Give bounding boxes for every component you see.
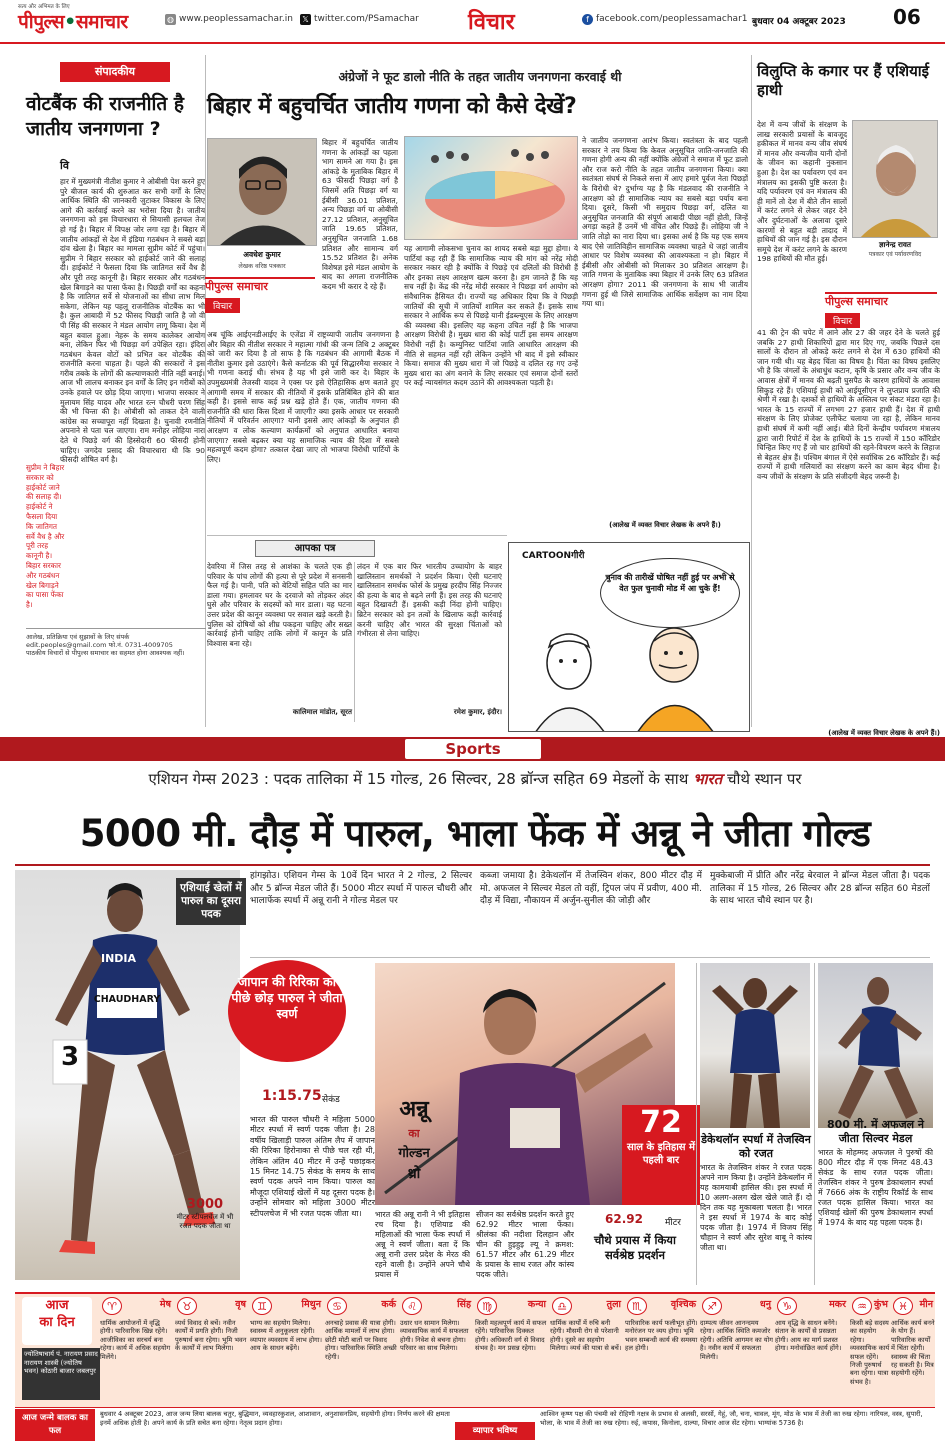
author-role: लेखक वरिष्ठ पत्रकार — [238, 262, 286, 270]
brand-tag: विचार — [205, 298, 240, 313]
logo-text-1: पीपुल्स — [18, 11, 65, 33]
column-rule — [814, 963, 815, 1285]
rashi-text: दाम्पत्य जीवन आनन्दमय रहेगा। आर्थिक स्थिति कमजोर रहेगी। अतिथि आगमन का योग है। नवीन कार्य में सफलता मिलेगी। — [700, 1319, 773, 1361]
annu-72-years-badge — [622, 1105, 700, 1205]
author-photo — [207, 138, 317, 246]
rashi-text: धार्मिक आयोजनों में वृद्धि होगी। पारिवारिक खिन्न रहेंगे। आजीविका का सरचर्य बना रहेगा। कार्य में अधिक सहयोग मिलेंगे। — [100, 1319, 171, 1361]
letter-2: लंदन में एक बार फिर भारतीय उच्चायोग के बाहर खालिस्तान समर्थकों ने प्रदर्शन किया। ऐसी घटनाएं खालिस्तान समर्थक फोर्स के प्रमुख हरदीप सिंह निज्जर की हत्या के बाद से बढ़ने लगी हैं। इस तरह की घटनाएं बहुत दिखावटी हैं। इसकी कड़ी निंदा होनी चाहिए। ब्रिटेन सरकार को इन तत्वों के खिलाफ कड़ी कार्रवाई करनी चाहिए और भारत की सुरक्षा चिंताओं को गंभीरता से लेना चाहिए। — [357, 562, 502, 639]
decathlon-photo — [700, 963, 810, 1128]
article-disclaimer: (आलेख में व्यक्त विचार लेखक के अपने हैं।) — [609, 521, 721, 529]
parul-time: 1:15.75 — [262, 1088, 322, 1104]
brand-logo: पीपुल्स समाचार — [205, 280, 268, 293]
aaj-title-1: आज — [45, 1298, 69, 1313]
decathlon-headline[interactable]: डेकेथलॉन स्पर्धा में तेजस्विन को रजत — [701, 1133, 811, 1160]
rashi-vrish[interactable] — [175, 1297, 248, 1405]
letter-2-signature: रमेश कुमार, इंदौर। — [453, 708, 502, 716]
annu-name-callout: अन्नू — [399, 1097, 429, 1122]
footer-contact-email[interactable]: edit.peoples@gmail.com फो.नं. 0731-4009705 — [26, 641, 173, 650]
elephant-column-lower: 41 की ट्रेन की चपेट में आने और 27 की जहर देने के चलते हुई जबकि 27 हाथी शिकारियों द्वारा मार दिए गए, जबकि पिछले दस सालों के दौरान तो ओकड़े करंट लगने से देश में 630 हाथियों की जान गयी थी। यह बेहद चिंता का विषय है। चिंता का विषय इसलिए भी है कि जंगलों के अंधाधुंध कटान, कृषि के प्रसार और वन्य जीव के आवास क्षेत्रों में मानव की बढ़ती घुसपैठ के कारण हाथियों के आवास सिकुड़ रहे हैं। एशियाई हाथी को आईयूसीएन ने लुप्तप्राय प्रजाति की श्रेणी में रखा है। दशकों से हाथियों के अस्तित्व पर संकट मंडरा रहा है। भारत के 15 राज्यों में लगभग 27 हजार हाथी हैं। देश में हाथी संरक्षण के लिए प्रोजेक्ट एलीफेंट चलाया जा रहा है, लेकिन मानव हाथी संघर्ष में कमी नहीं आई। बीते दिनों केन्द्रीय पर्यावरण मंत्रालय द्वारा जारी रिपोर्ट में देश के हाथियों के 15 राज्यों में 150 कॉरिडोर चिन्हित किए गए हैं जो चार हाथियों की रहने-विचरण करने के लिहाज से बेहतर क्षेत्र हैं। पश्चिम बंगाल में ऐसे सर्वाधिक 26 कॉरिडोर हैं। कई राज्यों में हाथी गलियारों का संरक्षण करने का काम बेहद धीमा है। वन्य जीवों के संरक्षण के प्रति संजीदगी बेहद जरूरी है। — [757, 328, 940, 481]
annu-callout-golden: गोल्डन — [398, 1146, 430, 1161]
columnist-portrait-icon — [853, 121, 938, 238]
rashi-name: वृष — [235, 1299, 246, 1310]
rashi-kark[interactable] — [325, 1297, 398, 1405]
vrishchik-icon: ♏ — [627, 1297, 647, 1315]
bib-country: INDIA — [101, 952, 137, 965]
singh-icon: ♌ — [402, 1297, 422, 1315]
article-column-1: बिहार में बहुचर्चित जातीय गणना के आंकड़ों का पहला भाग सामने आ गया है। इस आंकड़े के मुताबिक बिहार में 63 फीसदी पिछड़ा वर्ग है जिसमें अति पिछड़ा वर्ग या ईबीसी 36.01 प्रतिशत, अन्य पिछड़ा वर्ग या ओबीसी 27.12 प्रतिशत, अनुसूचित जाति 19.65 प्रतिशत, अनुसूचित जनजाति 1.68 प्रतिशत और सामान्य वर्ग 15.52 प्रतिशत है। अनेक विशेषज्ञ इसे मंडल आयोग के बाद का अगला राजनीतिक कदम भी करार दे रहे हैं। — [322, 138, 398, 291]
rashi-text: आय वृद्धि के साधन बनेंगे। संतान के कार्यों से प्रसन्नता होगी। आय का मार्ग प्रशस्त होगा। मनोवांछित कार्य होंगे। — [775, 1319, 842, 1353]
editorial-tag: संपादकीय — [60, 62, 170, 82]
rashi-name: मिथुन — [301, 1299, 321, 1310]
afzal-headline[interactable]: 800 मी. में अफजल ने जीता सिल्वर मेडल — [826, 1118, 925, 1145]
annu-best-attempt: चौथे प्रयास में किया सर्वश्रेष्ठ प्रदर्शन — [594, 1233, 676, 1262]
kumbh-icon: ♒ — [852, 1297, 872, 1315]
lead-column-3: मुक्केबाजी में प्रीति और नरेंद्र बेरवाल ने ब्रॉन्ज मेडल जीता है। पदक तालिका में 15 गोल्ड, 26 सिल्वर और 28 ब्रॉन्ज सहित 60 मेडलों के साथ भारत चौथे स्थान पर है। — [710, 871, 930, 906]
annu-story-2: सीजन का सर्वश्रेष्ठ प्रदर्शन करते हुए 62.92 मीटर भाला फेंका। श्रीलंका की नदीशा दिलहान और चीन की हुइहुइ ल्यू ने क्रमश: 61.57 मीटर और 61.29 मीटर के प्रयास के साथ रजत और कांस्य पदक जीते। — [476, 1210, 574, 1279]
bib-name: CHAUDHARY — [93, 994, 161, 1005]
main-article-headline[interactable]: बिहार में बहुचर्चित जातीय गणना को कैसे देखें? — [207, 94, 577, 119]
mesh-icon: ♈ — [102, 1297, 122, 1315]
masthead — [0, 0, 945, 44]
rashi-name: मेष — [159, 1299, 171, 1310]
article-column-1-lower: अब चूंकि आईएनडीआईए के एजेंडा में राष्ट्रव्यापी जातीय जनगणना है और बिहार की नीतीश सरकार ने महात्मा गांधी की जन्म तिथि 2 अक्टूबर को जारी कर दिया है तो साफ है कि गठबंधन की आगामी बैठक में नीतीश कुमार इसे उठाएंगे। कैसे कर्नाटक की पूर्व सिद्धारमैया सरकार ने भी गणना कराई थी। संभव है यह भी इसे जारी कर दे। बिहार के उपमुख्यमंत्री तेजस्वी यादव ने एक्स पर इसे ऐतिहासिक क्षण बताते हुए आगामी समय में सरकार की नीतियों में इसके प्रतिबिंबित होने की बात कही है। इससे साफ कई प्रश्न खड़े होते हैं। एक, जातीय गणना की राजनीति की धारा किस दिशा में जाएगी? क्या इसके आधार पर सरकारी नीतियों में परिवर्तन आएगा? यानी इससे आए आंकड़ों के अनुपात ही आरक्षण व लोक कल्याण कार्यक्रमों को अनुपात आधारित बनाया जाएगा? सबसे बढ़कर क्या यह सामाजिक न्याय की दिशा में सबसे महत्वपूर्ण कदम होगा? तत्काल देखा जाए तो भाजपा विरोधी पार्टियों के लिए। — [207, 330, 399, 464]
columnist-photo — [852, 120, 938, 238]
letter-1-signature: कालिमाल मांडोत, सूरत — [292, 708, 352, 716]
brand-logo-2: पीपुल्स समाचार — [825, 295, 888, 308]
years-label: साल के इतिहास में पहली बार — [626, 1142, 696, 1166]
rashi-text: आर्थिक कार्य बनने के योग हैं। पारिवारिक कार्यों में चिंता रहेगी। स्वास्थ्य की चिंता रह सकती है। मित्र सहयोगी रहेंगे। — [891, 1319, 935, 1378]
rashi-mesh[interactable] — [100, 1297, 173, 1405]
afzal-story: भारत के मोहम्मद अफजल ने पुरुषों की 800 मीटर दौड़ में एक मिनट 48.43 सेकंड के साथ रजत पदक जीता। तेजस्विन शंकर ने पुरुष डेकाथलान स्पर्धा में 7666 अंक के राष्ट्रीय रिकॉर्ड के साथ रजत पदक हासिल किया। भारत का एशियाई खेलों की पुरुष डेकाथलान स्पर्धा में 1974 के बाद यह पहला पदक है। — [818, 1148, 933, 1227]
sprinter-illustration-icon — [818, 963, 933, 1128]
rashi-name: मीन — [919, 1299, 933, 1310]
birthday-label: आज जन्मे बालक का फल — [15, 1409, 95, 1441]
rashi-text: किसी बड़े सदस्य का सहयोग रहेगा। व्यवसायिक कार्य सफल रहेंगे। निजी पुरुषार्थ बना रहेगा। यात्रा संभव है। — [850, 1319, 890, 1386]
editorial-dropcap: वि — [60, 159, 69, 172]
column-rule — [205, 55, 206, 727]
kicker-text-1: एशियन गेम्स 2023 : पदक तालिका में 15 गोल्ड, 26 सिल्वर, 28 ब्रॉन्ज सहित 69 मेडलों के साथ — [148, 770, 689, 788]
brand-tag-2: विचार — [825, 313, 860, 328]
globe-icon: ◍ — [165, 14, 176, 25]
footer-disclaimer: पाठकीय विचारों से पीपुल्स समाचार का सहमत होना आवश्यक नहीं। — [26, 649, 185, 658]
facebook-text: facebook.com/peoplessamachar1 — [596, 14, 748, 24]
editorial-footer — [26, 628, 206, 658]
mithun-icon: ♊ — [252, 1297, 272, 1315]
birthday-text: बुधवार 4 अक्टूबर 2023, आज जन्म लिया बालक चतुर, बुद्धिमान, व्यवहारकुशल, आशावान, अनुशासनप्रिय, सहयोगी होगा। निर्णय करने की क्षमता इनमें अधिक होती है। अपने कार्य के प्रति सचेत बना रहेगा। नेतृत्व प्रदान होगा। — [100, 1410, 450, 1427]
brand-block — [205, 277, 315, 312]
sports-rule — [15, 864, 930, 866]
main-article-kicker: अंग्रेजों ने फूट डालो नीति के तहत जातीय जनगणना करवाई थी — [338, 69, 622, 84]
makar-icon: ♑ — [777, 1297, 797, 1315]
aaj-title-2: का दिन — [39, 1315, 75, 1330]
rashi-vrishchik[interactable] — [625, 1297, 698, 1405]
rashi-text: पारिवारिक कार्य फलीभूत होंगे। मनोरंजन पर व्यय होगा। भूमि भवन सम्बन्धी कार्य की समस्या हल होगी। — [625, 1319, 698, 1353]
column-rule — [354, 562, 355, 722]
annu-callout-ka: का — [408, 1127, 420, 1140]
cartoon-speech-bubble: चुनाव की तारीखें घोषित नहीं हुई पर अभी से वेत फुल चुनावी मोड में आ चुके हैं! — [600, 558, 740, 628]
astrologer-credit: ज्योतिषाचार्य पं. नारायण प्रसाद नारायण शास्त्री (ज्योतिष भवन) कोठारी बाजार जबलपुर — [22, 1348, 100, 1400]
letter-1: देवरिया में जिस तरह से आशंका के चलते एक ही परिवार के पांच लोगों की हत्या से पूरे प्रदेश में सनसनी फैल गई है। पानी, पति को बेटियों सहित पति का मार डाला गया। हमलावर घर के दरवाजे को तोड़कर अंदर घुसे और परिवार के सदस्यों को मार डाला। यह घटना उत्तर प्रदेश की कानून व्यवस्था पर सवाल खड़े करती है। पुलिस को दोषियों को शीघ्र पकड़ना चाहिए और सख्त कार्रवाई होनी चाहिए ताकि लोगों में कानून के प्रति विश्वास बना रहे। — [207, 562, 352, 648]
rashi-text: अनचाहे प्रवास की यात्रा होगी। आर्थिक मामलों में लाभ होगा। छोटी मोटी बातों पर विवाद होगा। पारिवारिक स्थिति अच्छी रहेगी। — [325, 1319, 397, 1361]
kicker-text-2: चौथे स्थान पर — [726, 770, 802, 788]
columnist-role: पत्रकार एवं पर्यावरणविद — [868, 251, 922, 258]
rashi-kanya[interactable] — [475, 1297, 548, 1405]
aaj-ka-din-box — [22, 1297, 92, 1345]
parul-steeple-distance: 3000 — [186, 1197, 224, 1212]
pie-illustration-icon — [405, 137, 578, 240]
newspaper-logo[interactable] — [18, 8, 128, 34]
columnist-name: ज्ञानेन्द्र रावत — [879, 240, 911, 249]
parul-steeple-label: मीटर स्टीपलचेज में भी रजत पदक जीता था — [176, 1213, 234, 1230]
article-column-2: यह आगामी लोकसभा चुनाव का शायद सबसे बड़ा मुद्दा होगा। ये पार्टियां कह रही हैं कि सामाजिक न्याय की मांग को नरेंद्र मोदी सरकार नकार रही है क्योंकि वे पिछड़े एवं दलितों की विरोधी हैं और इनका लक्ष्य आरक्षण खत्म करना है। हम जानते हैं कि यह सच नहीं है। केंद्र की नरेंद्र मोदी सरकार ने पिछड़ा वर्ग आयोग को संवैधानिक हैसियत दी। राज्यों यह अधिकार दिया कि वे पिछड़ी जातियों की सूची में जातियों शामिल कर सकते हैं। इसके साथ सरकार ने आर्थिक रूप से पिछड़े यानी ईडब्ल्यूएस के लिए आरक्षण की व्यवस्था की। इसलिए यह कहना उचित नहीं है कि भाजपा आरक्षण विरोधी है। मुख्य धारा की कोई पार्टी इस समय आरक्षण विरोधी नहीं है। कम्युनिस्ट पार्टियां जाति आधारित आरक्षण की नीति से सहमत नहीं रही लेकिन उन्होंने भी बाद में इसे स्वीकार किया। समाज की मुख्य धारा में जो पिछड़े व दलित रह गए उन्हें मुख्य धारा का अंग बनाने के लिए सरकार एवं समाज दोनों स्तरों पर कई न्यायसंगत कदम उठाने की आवश्यकता पड़ती है। — [404, 244, 578, 388]
website-link[interactable] — [165, 14, 293, 25]
lead-column-2: कब्जा जमाया है। डेकेथलॉन में तेजस्विन शंकर, 800 मीटर दौड़ में मो. अफजल ने सिल्वर मेडल तो वहीं, ट्रिपल जंप में प्रवीण, 400 मी. दौड़ में विद्या, नौकायन में अर्जुन-सुनील की जोड़ी और — [480, 871, 702, 906]
parul-story: भारत की पारुल चौधरी ने महिला 5000 मीटर स्पर्धा में स्वर्ण पदक जीता है। 28 वर्षीय खिलाड़ी पारुल अंतिम लैप में जापान की रिरिका हिरोनाका से पीछे चल रही थी, लेकिन अंतिम 40 मीटर में उन्हें पछाड़कर 15 मिनट 14.75 सेकंड के समय के साथ स्वर्ण पदक अपने नाम किया। पारुल का मौजूदा एशियाई खेलों में यह दूसरा पदक है। उन्होंने सोमवार को महिला 3000 मीटर स्टीपलचेज में भी रजत पदक जीता था। — [250, 1115, 375, 1218]
dhanu-icon: ♐ — [702, 1297, 722, 1315]
rashi-name: वृश्चिक — [670, 1299, 696, 1310]
rashi-text: भाग्य का सहयोग मिलेगा। स्वास्थ्य में अनुकूलता रहेगी। व्यापार व्यवसाय में लाभ होगा। आय के साधन बढ़ेंगे। — [250, 1319, 322, 1353]
logo-text-2: समाचार — [75, 11, 128, 33]
sports-headline[interactable]: 5000 मी. दौड़ में पारुल, भाला फेंक में अन्नू ने जीता गोल्ड — [79, 812, 871, 855]
footer-contact-label: आलेख, प्रतिक्रिया एवं सुझावों के लिए संपर्क — [26, 633, 130, 641]
rashi-name: सिंह — [457, 1299, 471, 1310]
dateline: बुधवार 04 अक्टूबर 2023 — [752, 17, 846, 27]
parul-callout: जापान की रिरिका को पीछे छोड़ पारुल ने जीता स्वर्ण — [228, 960, 346, 1062]
caste-chart-illustration — [404, 136, 578, 240]
page-number: 06 — [893, 5, 933, 35]
sports-section-label: Sports — [405, 739, 541, 759]
trade-forecast-text: आश्विन कृष्ण पक्ष की पंचमी को रोहिणी नक्षत्र के प्रभाव से अलसी, सरसों, गेहूं, जौ, चना, चावल, मूंग, मोठ के भाव में तेजी का रुख रहेगा। नारियल, वस्त्र, सुपारी, भोला, के भाव में तेजी का रुख रहेगा। रुई, कपास, किनोला, दाल्या, विचार आज सेंट रहेगा। भाग्यांक 5736 है। — [540, 1410, 923, 1427]
facebook-icon: f — [582, 14, 593, 25]
annu-throw-distance: 62.92 — [605, 1212, 643, 1226]
decathlete-illustration-icon — [700, 963, 810, 1128]
annu-callout-throw: थ्रो — [407, 1166, 421, 1182]
parul-time-label: सेकंड — [322, 1095, 340, 1105]
rashi-name: कर्क — [381, 1299, 396, 1310]
rashi-tula[interactable] — [550, 1297, 623, 1405]
rashi-dhanu[interactable] — [700, 1297, 773, 1405]
column-rule — [696, 963, 697, 1285]
logo-tagline: सत्य और अभिमत के लिए — [18, 4, 70, 10]
brand-block-2 — [825, 292, 937, 327]
rashi-singh[interactable] — [400, 1297, 473, 1405]
facebook-link[interactable] — [582, 14, 748, 25]
rashi-meen[interactable] — [891, 1297, 935, 1405]
editorial-pullquote: सुप्रीम ने बिहार सरकार को हाईकोर्ट जाने की सलाह दी। हाईकोर्ट ने फैसला दिया कि जातिगत सर्वे वैध है और पूरी तरह कानूनी है। बिहार सरकार और गठबंधन खेल बिगाड़ने का पासा फेंका है। — [26, 463, 65, 610]
editorial-headline[interactable]: वोटबैंक की राजनीति है जातीय जनगणना ? — [26, 93, 184, 140]
rashi-name: कुंभ — [874, 1299, 888, 1310]
parul-medal-badge: एशियाई खेलों में पारुल का दूसरा पदक — [176, 878, 246, 925]
twitter-link[interactable] — [300, 14, 419, 25]
sports-kicker — [20, 769, 930, 789]
lead-column-1: हांगझोउ। एशियन गेम्स के 10वें दिन भारत ने 2 गोल्ड, 2 सिल्वर और 5 ब्रॉन्ज मेडल जीते हैं। 5000 मीटर स्पर्धा में पारुल चौधरी और भालाफेंक स्पर्धा में अन्नू रानी ने गोल्ड मेडल पर — [250, 871, 472, 906]
article-column-3: ने जातीय जनगणना आरंभ किया। स्वतंत्रता के बाद पहली सरकार ने तय किया कि केवल अनुसूचित जाति-जनजाति की गणना होगी अन्य की नहीं क्योंकि अंग्रेजों ने समाज में फूट डालो और राज करो नीति के तहत जातीय जनगणना किया। क्या स्वतंत्रता संघर्ष से निकले सत्ता में आए हमारे पूर्वज नेता पिछड़ों के विरोधी थे? दुर्भाग्य यह है कि मंडलवाद की राजनीति ने आरक्षण को ही सामाजिक न्याय का सबसे बड़ा पर्याय बना दिया। दूसरे, किसी भी समुदाय पिछड़ा वर्ग, दलित या अनुसूचित जनजाति की संपूर्ण आबादी पीछा नहीं होती, जिन्हें अगड़ा कहते हैं उनमें भी वंचित और पिछड़े हैं। लोहिया जी ने जाति तोड़ो का नारा दिया था। इसका अर्थ है कि यह एक समय बाद ऐसे जातिविहीन सामाजिक व्यवस्था चाहते थे जहां जातीय आधार पर विशेष व्यवस्था की आवश्यकता न हो। बिहार में ईबीसी और ओबीसी को मिलाकर 30 प्रतिशत आरक्षण है। जाति गणना के मुताबिक क्या बिहार में उनके लिए 63 प्रतिशत आरक्षण होगा? 2011 की जनगणना के साथ भी जातीय गणना हुई थी जिसे सामाजिक आर्थिक सर्वेक्षण का नाम दिया गया था। — [582, 136, 748, 309]
rashi-text: किसी महत्वपूर्ण कार्य में सफल रहेंगे। पारिवारिक दिक्कत होगी। अधिकारी वर्ग से विवाद संभव है। मन प्रसन्न रहेगा। — [475, 1319, 547, 1353]
vrish-icon: ♉ — [177, 1297, 197, 1315]
kicker-country: भारत — [693, 770, 723, 788]
logo-dot-icon: • — [64, 11, 76, 33]
decathlon-story: भारत के तेजस्विन शंकर ने रजत पदक अपने नाम किया है। उन्होंने डेकेथलॉन में यह कामयाबी हासिल की। इस स्पर्धा में 10 अलग-अलग खेल खेले जाते हैं। दो दिन तक यह मुकाबला चलता है। भारत ने इस स्पर्धा में 1974 के बाद कोई पदक जीता है। 1974 में विजय सिंह चौहान ने स्वर्ण और सुरेश बाबू ने कांस्य जीता था। — [700, 1163, 812, 1252]
elephant-disclaimer: (आलेख में व्यक्त विचार लेखक के अपने हैं।) — [828, 729, 940, 737]
rashi-makar[interactable] — [775, 1297, 848, 1405]
tula-icon: ♎ — [552, 1297, 572, 1315]
rashi-text: उधार धन सामान मिलेगा। व्यावसायिक कार्य में सफलता होगी। निवेश से बचना होगा। परिवार का साथ मिलेगा। — [400, 1319, 469, 1353]
author-name: अवधेश कुमार — [243, 250, 281, 259]
column-rule — [751, 55, 752, 727]
sports-lead — [250, 870, 930, 958]
annu-story-1: भारत की अन्नू रानी ने भी इतिहास रच दिया है। एशियाड की महिलाओं की भाला फेंक स्पर्धा में अन्नू ने स्वर्ण जीता। बता दें कि अन्नू रानी उत्तर प्रदेश के मेरठ की रहने वाली है। उन्होंने अपने चौथे प्रयास में — [375, 1210, 470, 1279]
rashi-kumbh[interactable] — [850, 1297, 890, 1405]
website-text: www.peoplessamachar.in — [179, 14, 293, 24]
years-number: 72 — [640, 1105, 682, 1140]
cartoon-label: CARTOONगीरी — [518, 548, 588, 561]
rashi-name: धनु — [759, 1299, 771, 1310]
x-logo-icon: 𝕏 — [300, 14, 311, 25]
afzal-photo — [818, 963, 933, 1128]
rashi-text: व्यर्थ विवाद से बचें। नवीन कार्यों में प्रगति होगी। निजी पुरुषार्थ बना रहेगा। भूमि भवन के कार्यों में लाभ मिलेगा। — [175, 1319, 247, 1353]
section-title: विचार — [468, 10, 515, 35]
twitter-text: twitter.com/PSamachar — [314, 14, 419, 24]
author-portrait-icon — [208, 139, 317, 246]
elephant-article-headline[interactable]: विलुप्ति के कगार पर हैं एशियाई हाथी — [757, 62, 930, 99]
rashi-text: धार्मिक कार्यों में रुचि बनी रहेगी। मौसमी रोग से परेशानी होगी। दूसरे का सहयोग मिलेगा। व्यर्थ की यात्रा से बचें। — [550, 1319, 622, 1353]
section-rule — [207, 535, 507, 536]
letters-heading: आपका पत्र — [255, 540, 375, 557]
rashi-name: कन्या — [527, 1299, 546, 1310]
kark-icon: ♋ — [327, 1297, 347, 1315]
rashi-name: तुला — [606, 1299, 621, 1310]
trade-forecast-label: व्यापार भविष्य — [455, 1422, 535, 1440]
rashi-mithun[interactable] — [250, 1297, 323, 1405]
bib-number: 3 — [60, 1042, 80, 1072]
meen-icon: ♓ — [893, 1297, 913, 1315]
editorial-body: हार में मुख्यमंत्री नीतीश कुमार ने ओबीसी पेश करने हुए पुरे बीजल कार्य की शुरुआत कर सभी वर्गों के लिए आर्थिक स्थिति की जानकारी जुटाकर विकास के लिए आगे की कार्रवाई करने का भरोसा दिया है। जातीय जनगणना को इस विचारधारा से सियासी हलचल तेज हो गई है। बिहार में विपक्ष जोर लगा रहा है। बिहार में जातीय आंकड़ों से देश में इंडिया गठबंधन ने सबसे बड़ा दांव खेला है। बिहार का मामला सुप्रीम कोर्ट में पहुंचा। सुप्रीम ने बिहार सरकार को हाईकोर्ट जाने की सलाह दी। हाईकोर्ट ने फैसला दिया कि जातिगत सर्वे वैध है और पूरी तरह कानूनी है। बिहार सरकार और गठबंधन खेल बिगाड़ने का पासा फेंका है। पिछड़ी वर्गों का कहना है कि जातिगत सर्वे से योजनाओं का सीधा लाभ मिल सकेगा, लेकिन यह पहलू राजनीतिक वोटबैंक का भी है। कुल आबादी में 52 फीसद पिछड़ी जाति है जो वी पी सिंह की सरकार ने मंडल आयोग लागू किया। देश में बहुत बवाल हुआ। नेहरू के समय कालेकर आयोग बना, लेकिन फिर भी पिछड़ा वर्ग उपेक्षित रहा। इंदिरा गठबंधन केवल वोटों को प्रभित कर वोटबैंक की राजनीति करना चाहता है। पहले की सरकारों ने इस गरीब तबके के लोगों की कल्याणकारी नीति नहीं बनाई। आज भी लालच बनाकर इन वर्गों के लिए इन गरीबों को उनके हवाले पर छोड़ दिया जाएगा। भाजपा सरकार ने मुलायम सिंह यादव और भारत रत्न चौधरी चरण सिंह की भी चिन्ता की है। ओबीसी को ताकत देने वाली कांग्रेस का सच्चापूरा नहीं दिखता है। चुनावी रणनीति अपनाने से पता चल जाएगा। राम मनोहर लोहिया नारा देते थे पिछड़े वर्ग की हिस्सेदारी 60 फीसदी होनी चाहिए। जगदेव प्रसाद की विचारधारा थी कि 90 फीसदी शोषित वर्ग है। — [60, 177, 205, 465]
rashi-name: मकर — [829, 1299, 846, 1310]
elephant-column-1: देश में वन्य जीवों के संरक्षण के लाख सरकारी प्रयासों के बावजूद हकीकत में मानव वन्य जीव संघर्ष में मानव और वन्यजीव यानी दोनों के जीवन का कहानी नुकसान हुआ है। देश का पर्यावरण एवं वन मंत्रालय का इसकी पुष्टि करता है। यदि पर्यावरण एवं वन मंत्रालय की ही मानें तो देश में बीते तीन सालों में करंट लगने से लेकर जहर देने और दुर्घटनाओं के अलावा दूसरे कारणों से बहुत बड़ी तादाद में हाथियों की जान गई है। इस दौरान समूचे देश में करंट लगने के कारण 198 हाथियों की मौत हुई। — [757, 120, 847, 264]
kanya-icon: ♍ — [477, 1297, 497, 1315]
annu-throw-unit: मीटर — [665, 1218, 681, 1228]
